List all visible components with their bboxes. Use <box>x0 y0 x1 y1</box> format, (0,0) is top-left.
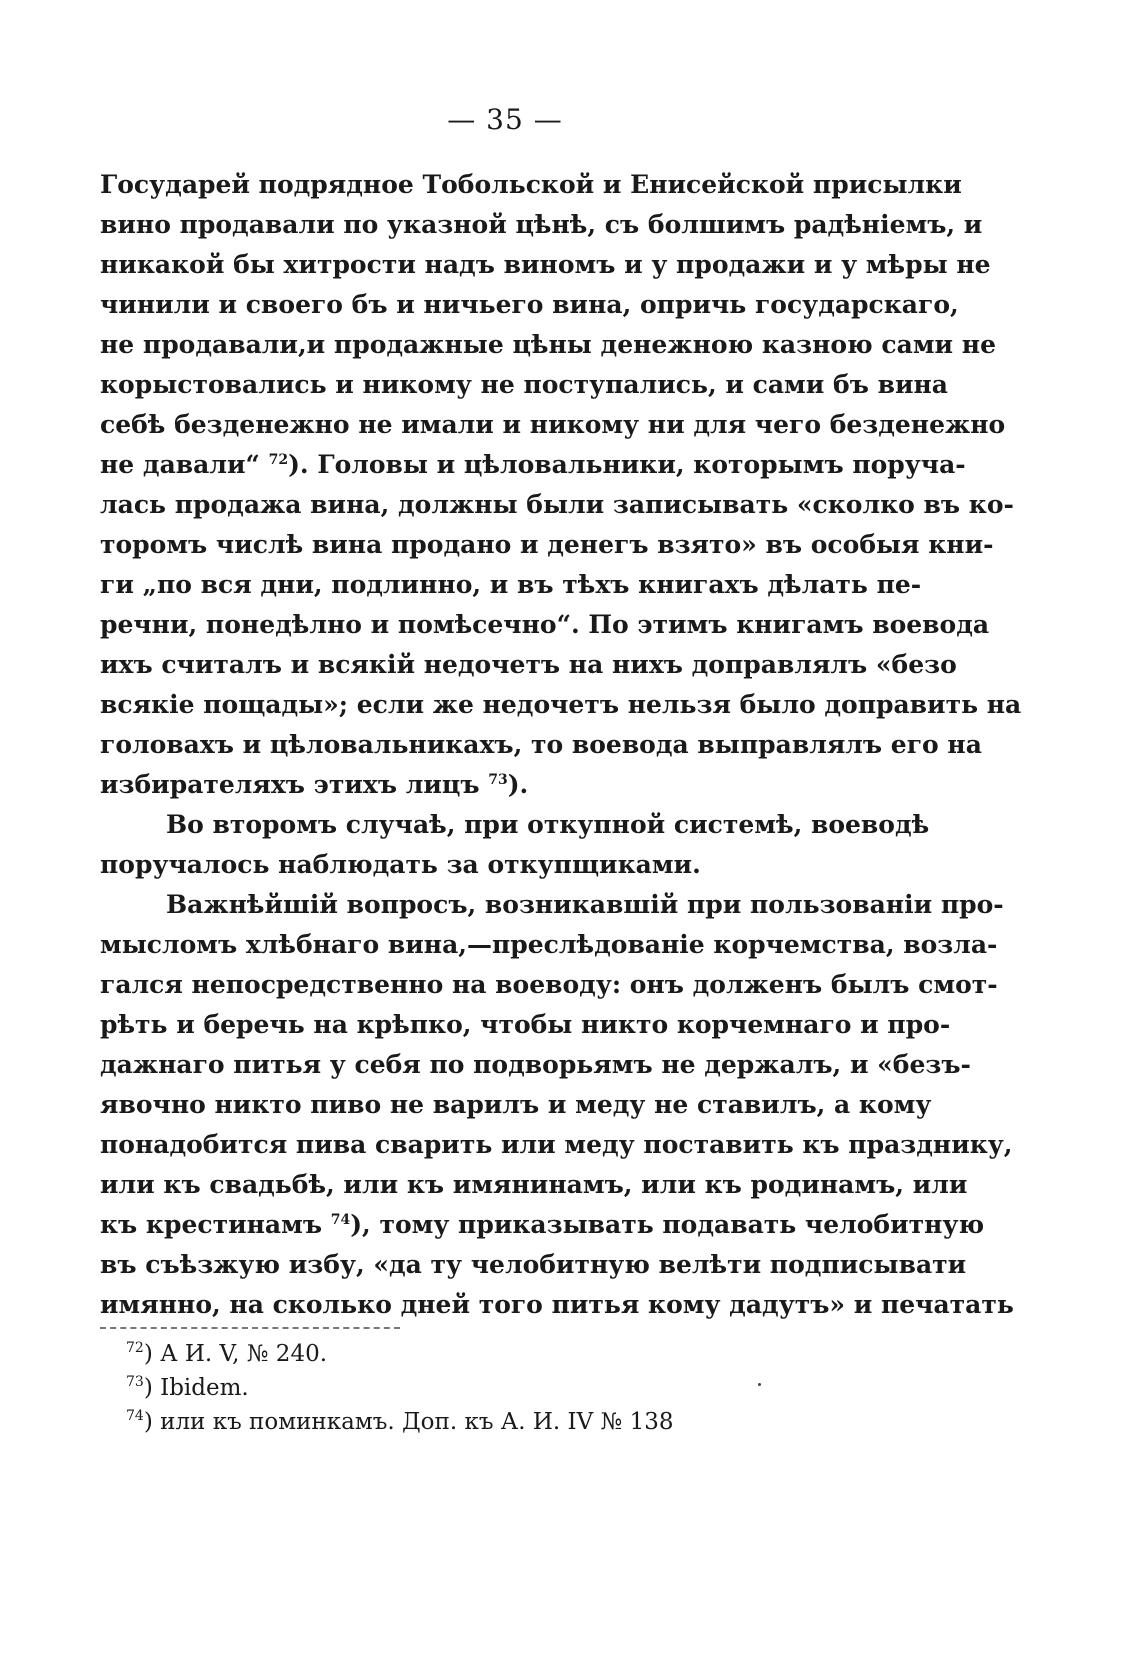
text-line: речни, понедѣлно и помѣсечно“. По этимъ книгамъ воевода <box>100 610 990 639</box>
line-segment: ). Головы и цѣловальники, которымъ поруча- <box>288 450 966 479</box>
line-segment: ). <box>507 770 529 799</box>
print-speck <box>758 1383 761 1386</box>
footnote-reference[interactable]: 74 <box>330 1212 351 1228</box>
text-line: торомъ числѣ вина продано и денегъ взято» въ особыя кни- <box>100 530 994 559</box>
footnote-text: ) Ibidem. <box>143 1375 249 1401</box>
text-line: ги „по вся дни, подлинно, и въ тѣхъ книгахъ дѣлать пе- <box>100 570 922 599</box>
text-line: имянно, на сколько дней того питья кому дадутъ» и печатать <box>100 1290 1014 1319</box>
text-line: въ съѣзжую избу, «да ту челобитную велѣти подписывати <box>100 1250 967 1279</box>
text-line: лась продажа вина, должны были записывать «сколко въ ко- <box>100 490 1014 519</box>
text-line: дажнаго питья у себя по подворьямъ не держалъ, и «безъ- <box>100 1050 971 1079</box>
text-line <box>100 1205 985 1245</box>
text-line: рѣть и беречь на крѣпко, чтобы никто корчемнаго и про- <box>100 1010 951 1039</box>
text-line: не продавали,и продажные цѣны денежною казною сами не <box>100 330 996 359</box>
page-number: — 35 — <box>447 103 563 136</box>
footnote-72 <box>126 1337 846 1371</box>
text-line: всякіе пощады»; если же недочетъ нельзя было доправить на <box>100 690 1022 719</box>
line-segment: избирателяхъ этихъ лицъ <box>100 770 489 799</box>
line-segment: не давали“ <box>100 450 269 479</box>
footnotes <box>126 1337 846 1439</box>
text-line: чинили и своего бъ и ничьего вина, опричь государскаго, <box>100 290 959 319</box>
text-line: ихъ считалъ и всякій недочетъ на нихъ доправлялъ «безо <box>100 650 957 679</box>
text-line: никакой бы хитрости надъ виномъ и у продажи и у мѣры не <box>100 250 991 279</box>
paragraph-1 <box>100 165 1022 805</box>
text-line: корыстовались и никому не поступались, и сами бъ вина <box>100 370 948 399</box>
text-line: Во второмъ случаѣ, при откупной системѣ, воеводѣ <box>166 810 930 839</box>
paragraph-2 <box>100 805 930 885</box>
footnote-mark: 72 <box>126 1340 144 1356</box>
footnote-reference[interactable]: 73 <box>488 772 508 788</box>
footnote-reference[interactable]: 72 <box>268 452 289 468</box>
footnote-mark: 73 <box>126 1374 144 1390</box>
text-line: Государей подрядное Тобольской и Енисейской присылки <box>100 170 962 199</box>
footnote-rule <box>100 1327 400 1329</box>
line-segment: къ крестинамъ <box>100 1210 331 1239</box>
text-line: понадобится пива сварить или меду поставить къ празднику, <box>100 1130 1013 1159</box>
footnote-text: ) А И. V, № 240. <box>143 1341 328 1367</box>
text-line <box>100 765 918 805</box>
footnote-mark: 74 <box>126 1408 144 1424</box>
text-line: Важнѣйшій вопросъ, возникавшій при пользованіи про- <box>166 890 1004 919</box>
text-line: себѣ безденежно не имали и никому ни для чего безденежно <box>100 410 1006 439</box>
paragraph-3 <box>100 885 1014 1325</box>
line-segment: ), тому приказывать подавать челобитную <box>350 1210 985 1239</box>
text-line: мысломъ хлѣбнаго вина,—преслѣдованіе корчемства, возла- <box>100 930 998 959</box>
body-text <box>100 165 1022 1325</box>
footnote-text: ) или къ поминкамъ. Доп. къ А. И. IV № 138 <box>143 1409 674 1435</box>
text-line: гался непосредственно на воеводу: онъ долженъ былъ смот- <box>100 970 998 999</box>
footnote-74 <box>126 1405 846 1439</box>
text-line: или къ свадьбѣ, или къ имянинамъ, или къ родинамъ, или <box>100 1170 968 1199</box>
text-line: явочно никто пиво не варилъ и меду не ставилъ, а кому <box>100 1090 932 1119</box>
footnote-73 <box>126 1371 846 1405</box>
text-line: поручалось наблюдать за откупщиками. <box>100 850 701 879</box>
text-line: вино продавали по указной цѣнѣ, съ болшимъ радѣніемъ, и <box>100 210 983 239</box>
text-line <box>100 445 966 485</box>
text-line: головахъ и цѣловальникахъ, то воевода выправлялъ его на <box>100 730 982 759</box>
